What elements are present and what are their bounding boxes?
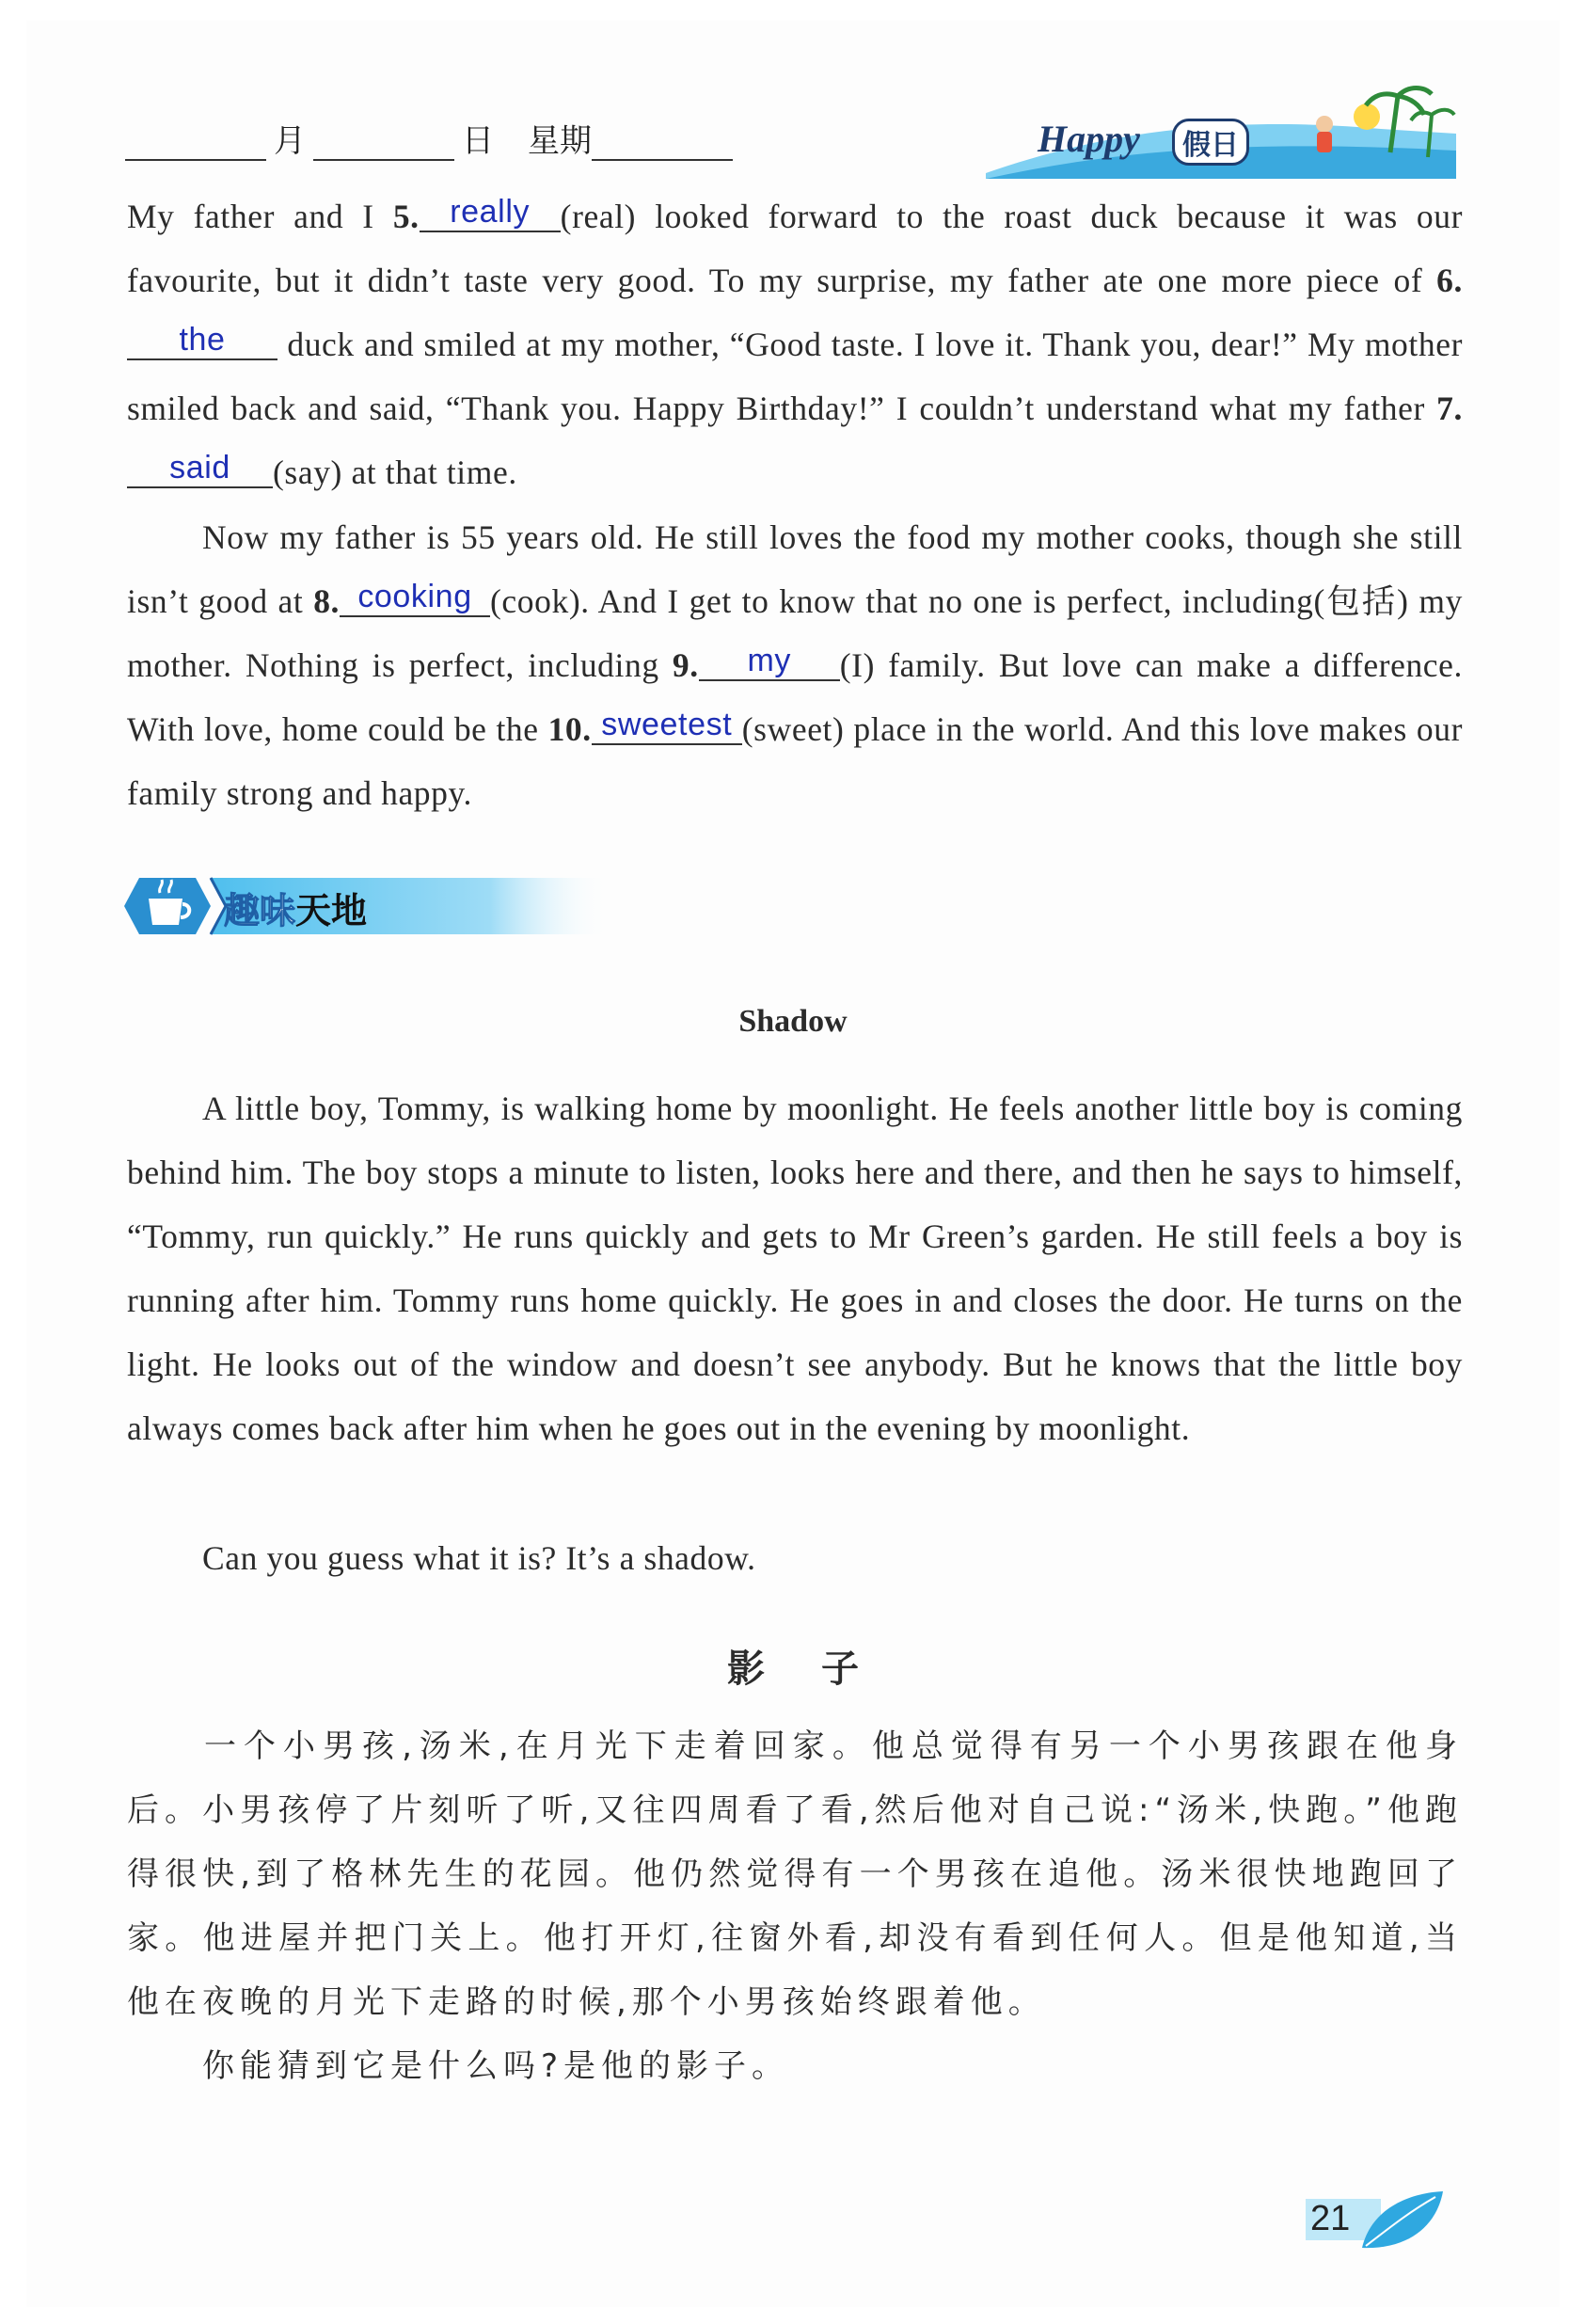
story-text-cn: 你能猜到它是什么吗?是他的影子。 [202,2047,790,2085]
question-number: 8. [313,582,341,620]
passage-text: (I) family. But love can make a difference. With love, home could be the [127,646,1463,748]
section-banner [120,872,610,940]
story-text: A little boy, Tommy, is walking home by moonlight. He feels another little boy is coming behind him. The boy stops a minute to listen, looks here and there, and then he says to himself, “Tommy, run quickly.” He runs quickly and gets to Mr Green’s garden. He still feels a boy is running after him. Tommy runs home quickly. He goes in and closes the door. He turns on the light. He looks out of the window and doesn’t see anybody. But he knows that the little boy always comes back after him when he goes out in the evening by moonlight. [127,1090,1463,1447]
date-header [125,115,733,161]
passage-text: My father and I [127,198,393,235]
answer-blank-6: the [127,321,277,360]
passage-text: Now my father is 55 years old. He still loves the food my mother cooks, though she still isn’t good at [127,518,1463,620]
month-blank [125,123,266,161]
story-en-paragraph-1 [127,1076,1463,1460]
passage-paragraph-2 [127,505,1463,825]
story-title-en: Shadow [738,1004,848,1039]
month-label: 月 [274,122,306,160]
story-title-cn: 影子 [727,1647,915,1691]
question-number: 9. [672,646,699,684]
day-label: 日 [462,122,494,160]
happy-holiday-logo [986,77,1456,181]
section-title-black: 天地 [295,890,368,931]
story-cn-paragraph-1 [127,1714,1463,2034]
story-text: Can you guess what it is? It’s a shadow. [202,1539,756,1577]
passage-text: duck and smiled at my mother, “Good taste. I love it. Thank you, dear!” My mother smiled back and said, “Thank you. Happy Birthday!” I couldn’t understand what my father [127,326,1463,427]
passage-text: (say) at that time. [273,454,517,491]
passage-text: (real) looked forward to the roast duck because it was our favourite, but it didn’t taste very good. To my surprise, my father ate one more piece of [127,198,1464,299]
passage-text: (sweet) place in the world. And this love makes our family strong and happy. [127,710,1463,812]
question-number: 7. [1436,390,1463,427]
weekday-label: 星期 [528,122,592,160]
passage-paragraph-1 [127,184,1463,504]
story-text-cn: 一个小男孩,汤米,在月光下走着回家。他总觉得有另一个小男孩跟在他身后。小男孩停了片刻听了听,又往四周看了看,然后他对自己说:“汤米,快跑。”他跑得很快,到了格林先生的花园。他仍然觉得有一个男孩在追他。汤米很快地跑回了家。他进屋并把门关上。他打开灯,往窗外看,却没有看到任何人。但是他知道,当他在夜晚的月光下走路的时候,那个小男孩始终跟着他。 [127,1727,1463,2021]
story-cn-paragraph-2 [127,2034,1463,2098]
question-number: 10. [547,710,592,748]
answer-blank-7: said [127,449,273,488]
cup-icon [139,878,196,934]
passage-text: (cook). And I get to know that no one is perfect, including(包括) my mother. Nothing is perfect, including [127,582,1463,684]
answer-blank-9: my [699,642,840,681]
weekday-blank [592,123,733,161]
section-title-white: 趣味 [224,890,296,931]
answer-blank-5: really [420,193,561,232]
answer-blank-10: sweetest [592,706,742,745]
day-blank [313,123,454,161]
brand-badge: 假日 [1172,119,1249,166]
question-number: 5. [392,198,420,235]
workbook-page [26,21,1560,2307]
story-en-paragraph-2 [127,1526,1463,1590]
brand-text: Happy [1038,118,1140,160]
page-number: 21 [1310,2199,1351,2238]
question-number: 6. [1436,262,1463,299]
section-title [224,882,367,933]
answer-blank-8: cooking [340,578,490,617]
